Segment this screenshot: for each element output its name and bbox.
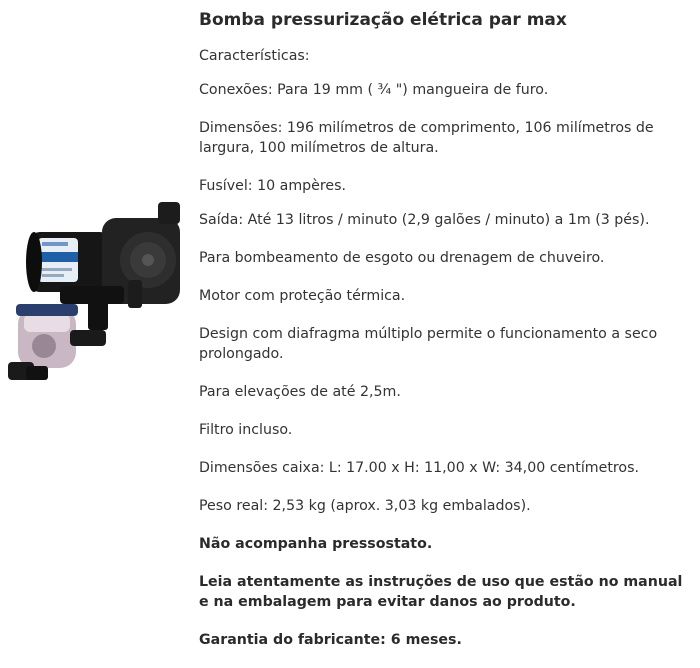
product-description	[199, 8, 694, 668]
product-image	[8, 200, 192, 396]
pump-label-band	[38, 252, 78, 262]
spec-box-dimensions: Dimensões caixa: L: 17.00 x H: 11,00 x W: 34,00 centímetros.	[199, 460, 639, 476]
filter-cap	[16, 304, 78, 316]
spec-fuse: Fusível: 10 ampères.	[199, 178, 347, 194]
spec-elevation: Para elevações de até 2,5m.	[199, 384, 401, 400]
filter-inlet	[70, 330, 106, 346]
notice-warranty: Garantia do fabricante: 6 meses.	[199, 632, 462, 648]
page-title: Bomba pressurização elétrica par max	[199, 10, 567, 30]
notice-pressure-switch: Não acompanha pressostato.	[199, 536, 433, 552]
spec-design: Design com diafragma múltiplo permite o funcionamento a seco prolongado.	[199, 326, 658, 362]
pump-outlet-port	[158, 202, 180, 224]
spec-weight: Peso real: 2,53 kg (aprox. 3,03 kg embalados).	[199, 498, 531, 514]
notice-instructions: Leia atentamente as instruções de uso que estão no manual e na embalagem para evitar danos ao produto.	[199, 574, 683, 610]
spec-dimensions: Dimensões: 196 milímetros de comprimento, 106 milímetros de largura, 100 milímetros de altura.	[199, 120, 654, 156]
features-heading: Características:	[199, 48, 310, 64]
pump-illustration	[8, 200, 192, 396]
spec-motor: Motor com proteção térmica.	[199, 288, 406, 304]
spec-output: Saída: Até 13 litros / minuto (2,9 galões / minuto) a 1m (3 pés).	[199, 212, 650, 228]
spec-usage: Para bombeamento de esgoto ou drenagem de chuveiro.	[199, 250, 605, 266]
spec-connections: Conexões: Para 19 mm ( ¾ ") mangueira de furo.	[199, 82, 549, 98]
spec-filter: Filtro incluso.	[199, 422, 293, 438]
